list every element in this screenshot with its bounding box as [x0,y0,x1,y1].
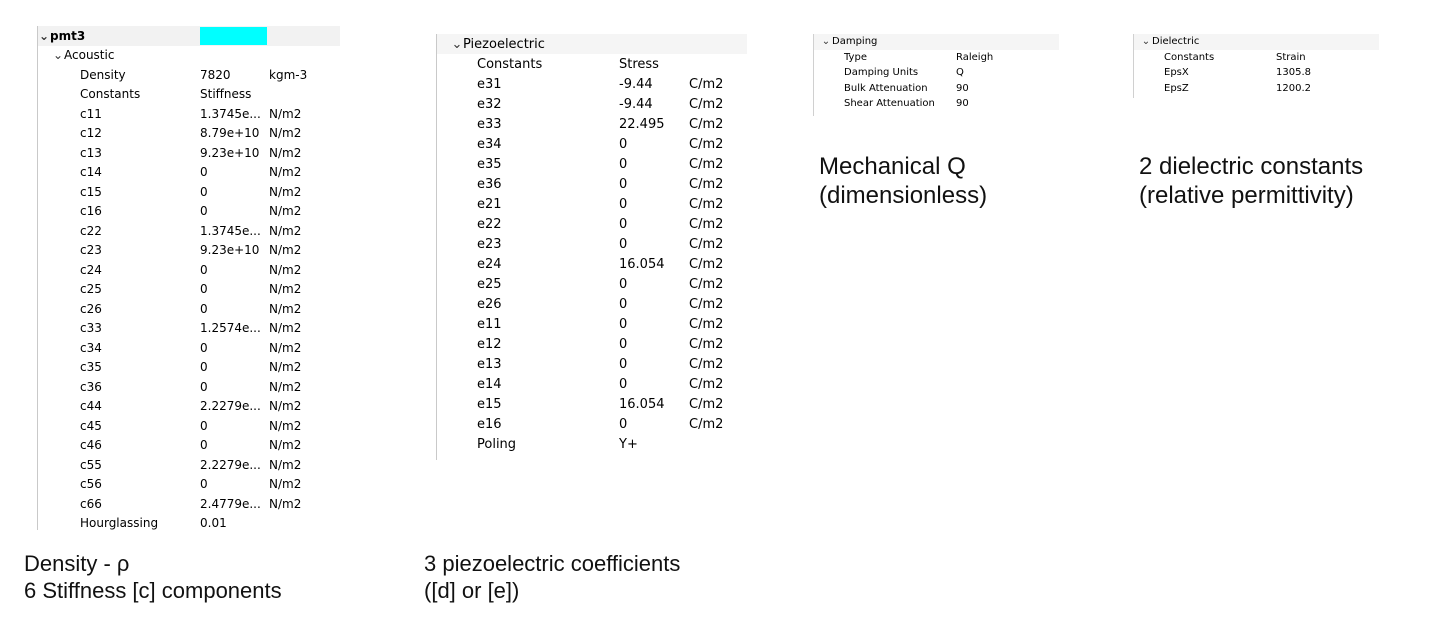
material-name: pmt3 [50,28,86,43]
piezoelectric-group-row[interactable] [437,34,747,54]
property-name: e31 [477,76,502,92]
property-row[interactable] [437,294,747,314]
row-indent [814,96,844,112]
property-name: c35 [80,360,102,375]
property-value[interactable]: 16.054 [619,396,665,412]
acoustic-group-row[interactable] [38,46,340,66]
acoustic-property-table [38,26,340,533]
property-row[interactable] [437,54,747,74]
property-name: e11 [477,316,502,332]
property-unit [689,54,747,74]
property-row[interactable] [38,182,340,202]
property-name: e36 [477,176,502,192]
row-indent [437,74,477,94]
property-value[interactable]: 0 [619,296,628,312]
property-name: Constants [80,87,141,102]
row-indent [437,134,477,154]
property-row[interactable] [38,436,340,456]
dielectric-caption [1139,152,1363,211]
row-indent [437,294,477,314]
row-indent [38,358,80,378]
property-row[interactable] [437,414,747,434]
row-indent [437,314,477,334]
property-row[interactable] [38,377,340,397]
row-indent [437,414,477,434]
property-name: c15 [80,184,102,199]
property-row[interactable] [38,202,340,222]
property-name: c13 [80,145,102,160]
property-value[interactable]: 0 [200,204,208,219]
property-row[interactable] [814,96,1059,112]
property-unit: N/m2 [269,399,302,414]
property-unit: C/m2 [689,296,724,312]
property-row[interactable] [38,241,340,261]
property-name: c34 [80,340,102,355]
property-value[interactable]: 7820 [200,67,231,82]
row-indent [38,475,80,495]
property-value[interactable]: -9.44 [619,96,653,112]
piezo-caption [424,551,680,605]
damping-group-label: Damping [832,36,878,48]
row-indent [38,65,80,85]
property-row[interactable] [1134,65,1379,81]
property-value[interactable]: 1200.2 [1276,82,1311,94]
property-name: e23 [477,236,502,252]
property-unit: N/m2 [269,184,302,199]
property-unit [269,514,340,534]
property-row[interactable] [437,254,747,274]
property-value[interactable]: 8.79e+10 [200,126,260,141]
property-name: e12 [477,336,502,352]
property-unit: N/m2 [269,340,302,355]
property-unit: C/m2 [689,356,724,372]
property-row[interactable] [437,154,747,174]
row-indent [38,397,80,417]
property-unit: C/m2 [689,416,724,432]
property-value[interactable]: 0 [200,262,208,277]
row-indent [38,182,80,202]
property-unit: N/m2 [269,223,302,238]
property-name: Constants [477,56,543,72]
property-value[interactable]: 1.3745e... [200,223,261,238]
property-unit: C/m2 [689,76,724,92]
property-name: Poling [477,436,517,452]
property-row[interactable] [38,416,340,436]
row-indent [814,65,844,81]
property-row[interactable] [437,74,747,94]
chevron-down-icon[interactable]: ⌄ [52,48,64,63]
row-indent [437,274,477,294]
property-unit: C/m2 [689,376,724,392]
property-name: e14 [477,376,502,392]
property-value[interactable]: 0 [619,236,628,252]
row-indent [437,54,477,74]
property-unit: C/m2 [689,316,724,332]
damping-caption [819,152,987,211]
damping-properties-panel [813,34,1059,116]
property-row[interactable] [38,163,340,183]
property-value[interactable]: Stress [619,56,659,72]
property-name: c55 [80,457,102,472]
property-row[interactable] [38,124,340,144]
property-name: c22 [80,223,102,238]
row-indent [437,254,477,274]
property-name: e25 [477,276,502,292]
property-value[interactable]: 0 [619,336,628,352]
row-indent [38,221,80,241]
property-row[interactable] [38,221,340,241]
property-row[interactable] [814,65,1059,81]
property-unit: C/m2 [689,276,724,292]
row-indent [437,334,477,354]
property-name: Type [844,51,867,63]
property-value[interactable]: 0 [619,156,628,172]
property-unit: C/m2 [689,396,724,412]
caption-line: ([d] or [e]) [424,577,520,603]
acoustic-caption [24,551,282,605]
property-row[interactable] [38,338,340,358]
property-name: e26 [477,296,502,312]
property-unit [689,434,747,454]
property-value[interactable]: 0 [200,184,208,199]
property-row[interactable] [437,314,747,334]
property-row[interactable] [38,319,340,339]
chevron-down-icon[interactable]: ⌄ [821,36,831,48]
property-row[interactable] [437,114,747,134]
row-indent [38,143,80,163]
damping-property-table [814,34,1059,112]
row-indent [437,354,477,374]
property-name: e22 [477,216,502,232]
row-indent [38,494,80,514]
property-row[interactable] [437,434,747,454]
property-row[interactable] [437,214,747,234]
property-name: e16 [477,416,502,432]
property-value[interactable]: 9.23e+10 [200,243,260,258]
property-value[interactable]: 0 [200,340,208,355]
row-indent [437,154,477,174]
property-value[interactable]: 0 [619,276,628,292]
row-indent [38,416,80,436]
property-name: c14 [80,165,102,180]
property-name: c44 [80,399,102,414]
property-value[interactable]: 0 [619,176,628,192]
property-unit: N/m2 [269,262,302,277]
property-row[interactable] [437,354,747,374]
property-value[interactable]: 0 [619,216,628,232]
property-name: Density [80,67,126,82]
dielectric-group-label: Dielectric [1152,36,1200,48]
row-indent [437,394,477,414]
row-indent [1134,81,1164,97]
property-name: Bulk Attenuation [844,82,928,94]
property-row[interactable] [38,260,340,280]
row-indent [814,81,844,97]
property-value[interactable]: 0 [619,196,628,212]
row-indent [437,174,477,194]
property-name: e21 [477,196,502,212]
property-unit: N/m2 [269,360,302,375]
property-unit: C/m2 [689,236,724,252]
property-unit: C/m2 [689,116,724,132]
property-name: EpsZ [1164,82,1189,94]
property-name: c26 [80,301,102,316]
row-indent [38,377,80,397]
acoustic-group-label: Acoustic [64,48,115,63]
property-row[interactable] [814,50,1059,66]
property-value[interactable]: Raleigh [956,51,994,63]
property-unit: N/m2 [269,379,302,394]
property-unit: N/m2 [269,496,302,511]
row-indent [1134,65,1164,81]
property-name: Damping Units [844,67,919,79]
row-indent [814,50,844,66]
property-row[interactable] [38,104,340,124]
row-indent [38,299,80,319]
property-unit: N/m2 [269,321,302,336]
property-unit: N/m2 [269,282,302,297]
property-name: c12 [80,126,102,141]
property-value[interactable]: -9.44 [619,76,653,92]
property-name: c36 [80,379,102,394]
dielectric-group-row[interactable] [1134,34,1379,50]
property-value[interactable]: 0 [200,418,208,433]
property-value[interactable]: Y+ [619,436,638,452]
property-value[interactable]: 0 [619,416,628,432]
property-value[interactable]: 0 [619,316,628,332]
row-indent [38,85,80,105]
property-name: c11 [80,106,102,121]
property-unit: N/m2 [269,165,302,180]
property-name: e32 [477,96,502,112]
row-indent [437,114,477,134]
property-value[interactable]: 0 [619,356,628,372]
property-row[interactable] [437,274,747,294]
caption-line: 2 dielectric constants [1139,153,1364,180]
property-row[interactable] [814,81,1059,97]
property-unit [269,85,340,105]
damping-group-row[interactable] [814,34,1059,50]
property-unit: C/m2 [689,336,724,352]
property-row[interactable] [437,94,747,114]
property-value[interactable]: 0 [200,360,208,375]
material-root-row[interactable] [38,26,340,46]
property-value[interactable]: 16.054 [619,256,665,272]
caption-line: (relative permittivity) [1139,182,1354,210]
property-value[interactable]: Q [956,67,964,79]
property-value[interactable]: 1305.8 [1276,67,1311,79]
property-value[interactable]: 1.2574e... [200,321,261,336]
row-indent [38,104,80,124]
row-indent [38,260,80,280]
row-indent [38,241,80,261]
property-name: c24 [80,262,102,277]
property-name: Constants [1164,51,1215,63]
row-indent [38,319,80,339]
piezoelectric-group-label: Piezoelectric [463,36,545,52]
property-row[interactable] [1134,50,1379,66]
property-name: c56 [80,477,102,492]
caption-line: Mechanical Q [819,153,966,180]
property-value[interactable]: 0 [200,477,208,492]
property-value[interactable]: 1.3745e... [200,106,261,121]
property-name: c16 [80,204,102,219]
property-name: c46 [80,438,102,453]
property-value[interactable]: 2.4779e... [200,496,261,511]
property-unit: C/m2 [689,196,724,212]
property-unit: N/m2 [269,126,302,141]
property-value[interactable]: 22.495 [619,116,665,132]
property-row[interactable] [437,134,747,154]
property-unit: C/m2 [689,96,724,112]
property-name: e15 [477,396,502,412]
property-value[interactable]: 0 [200,165,208,180]
property-row[interactable] [38,143,340,163]
property-row[interactable] [38,397,340,417]
property-row[interactable] [1134,81,1379,97]
dielectric-property-table [1134,34,1379,96]
property-unit: kgm-3 [269,67,308,82]
property-value[interactable]: 0 [200,301,208,316]
property-unit: N/m2 [269,418,302,433]
property-name: e24 [477,256,502,272]
property-name: Shear Attenuation [844,98,935,110]
property-name: c23 [80,243,102,258]
row-indent [38,338,80,358]
property-unit: N/m2 [269,145,302,160]
property-row[interactable] [38,358,340,378]
caption-line: 6 Stiffness [c] components [24,577,282,603]
property-row[interactable] [38,65,340,85]
property-row[interactable] [38,280,340,300]
property-unit: N/m2 [269,438,302,453]
row-indent [38,163,80,183]
row-indent [437,214,477,234]
row-indent [437,374,477,394]
property-unit: C/m2 [689,176,724,192]
property-name: c25 [80,282,102,297]
property-row[interactable] [38,514,340,534]
property-value[interactable]: 0 [200,282,208,297]
property-unit: N/m2 [269,243,302,258]
chevron-down-icon[interactable]: ⌄ [1141,36,1151,48]
property-value[interactable]: 90 [956,98,969,110]
property-name: e35 [477,156,502,172]
row-indent [38,514,80,534]
property-unit: C/m2 [689,136,724,152]
row-indent [437,234,477,254]
property-value[interactable]: Stiffness [200,87,252,102]
piezoelectric-property-table [437,34,747,454]
property-row[interactable] [38,85,340,105]
property-row[interactable] [38,494,340,514]
property-unit: N/m2 [269,106,302,121]
row-indent [38,202,80,222]
material-color-swatch[interactable] [200,27,267,45]
property-unit: N/m2 [269,477,302,492]
property-unit: N/m2 [269,301,302,316]
property-name: c45 [80,418,102,433]
acoustic-properties-panel [37,26,340,530]
property-value[interactable]: 0 [619,136,628,152]
property-unit: C/m2 [689,256,724,272]
property-row[interactable] [38,455,340,475]
property-value[interactable]: 90 [956,82,969,94]
property-value[interactable]: 0 [200,379,208,394]
property-name: e34 [477,136,502,152]
row-indent [437,194,477,214]
row-indent [437,434,477,454]
property-row[interactable] [437,234,747,254]
property-name: Hourglassing [80,516,159,531]
property-row[interactable] [437,394,747,414]
row-indent [437,94,477,114]
property-name: c66 [80,496,102,511]
property-value[interactable]: 2.2279e... [200,457,261,472]
row-indent [1134,50,1164,66]
property-name: EpsX [1164,67,1189,79]
property-name: e33 [477,116,502,132]
property-unit: C/m2 [689,156,724,172]
dielectric-properties-panel [1133,34,1379,98]
property-unit: N/m2 [269,457,302,472]
property-unit: N/m2 [269,204,302,219]
row-indent [38,455,80,475]
property-value[interactable]: 0 [619,376,628,392]
caption-line: 3 piezoelectric coefficients [424,551,681,576]
row-indent [38,436,80,456]
property-name: c33 [80,321,102,336]
chevron-down-icon[interactable]: ⌄ [38,28,50,43]
property-row[interactable] [437,334,747,354]
row-indent [38,280,80,300]
property-unit: C/m2 [689,216,724,232]
property-value[interactable]: Strain [1276,51,1306,63]
property-name: e13 [477,356,502,372]
property-value[interactable]: 0.01 [200,516,227,531]
caption-line: Density - ρ [24,551,130,576]
piezoelectric-properties-panel [436,34,747,460]
property-row[interactable] [437,374,747,394]
property-row[interactable] [437,194,747,214]
property-value[interactable]: 0 [200,438,208,453]
property-value[interactable]: 9.23e+10 [200,145,260,160]
property-row[interactable] [38,475,340,495]
caption-line: (dimensionless) [819,182,988,210]
property-row[interactable] [38,299,340,319]
property-row[interactable] [437,174,747,194]
row-indent [38,124,80,144]
chevron-down-icon[interactable]: ⌄ [451,36,463,52]
property-value[interactable]: 2.2279e... [200,399,261,414]
